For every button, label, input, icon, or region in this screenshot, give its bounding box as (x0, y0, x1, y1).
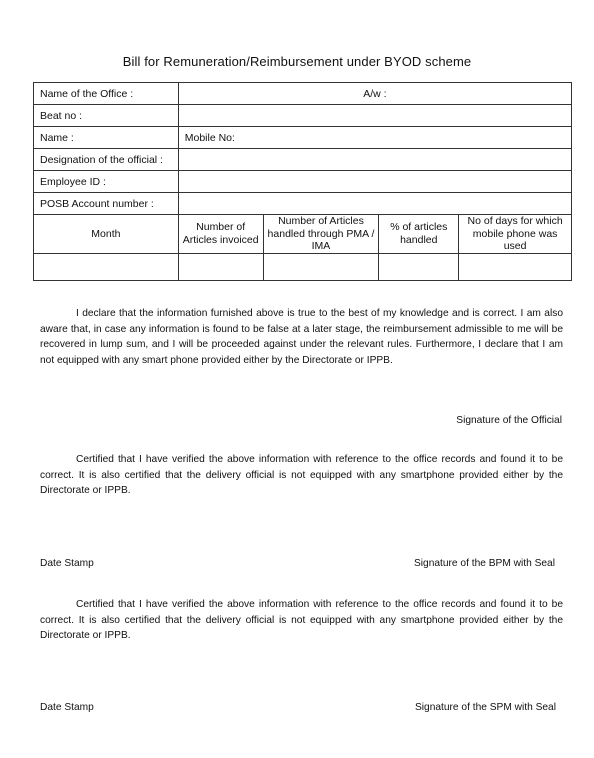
percent-handled-cell[interactable] (379, 254, 459, 281)
name-label: Name : (34, 127, 179, 149)
signature-spm-label: Signature of the SPM with Seal (414, 702, 556, 713)
month-cell[interactable] (34, 254, 179, 281)
signature-bpm-label: Signature of the BPM with Seal (413, 558, 555, 569)
beat-value-cell[interactable] (178, 105, 571, 127)
column-header-articles-pma-ima: Number of Articles handled through PMA / IMA (263, 215, 379, 254)
signature-official-label: Signature of the Official (456, 415, 562, 426)
certificate-spm-paragraph: Certified that I have verified the above information with reference to the office records and found it to be correct. It is also certified that the delivery official is not equipped with any smartphone provided either by the Directorate or IPPB. (40, 599, 563, 641)
aw-label: A/w : (178, 83, 571, 105)
bill-form-table (33, 82, 572, 281)
column-header-articles-invoiced: Number of Articles invoiced (178, 215, 263, 254)
articles-pma-ima-cell[interactable] (263, 254, 379, 281)
declaration-paragraph: I declare that the information furnished above is true to the best of my knowledge and is correct. I am also aware that, in case any information is found to be false at a later stage, the reimbursement admissible to me will be recovered in lump sum, and I will be proceeded against under the relevant rules. Furthermore, I declare that I am not equipped with any smart phone provided either by the Directorate or IPPB. (40, 308, 563, 366)
posb-label: POSB Account number : (34, 193, 179, 215)
designation-value-cell[interactable] (178, 149, 571, 171)
posb-value-cell[interactable] (178, 193, 571, 215)
column-header-days-mobile-used: No of days for which mobile phone was used (459, 215, 572, 254)
column-header-percent-handled: % of articles handled (379, 215, 459, 254)
beat-label: Beat no : (34, 105, 179, 127)
days-mobile-used-cell[interactable] (459, 254, 572, 281)
articles-invoiced-cell[interactable] (178, 254, 263, 281)
employee-id-value-cell[interactable] (178, 171, 571, 193)
date-stamp-label-1: Date Stamp (40, 558, 94, 569)
date-stamp-label-2: Date Stamp (40, 702, 94, 713)
designation-label: Designation of the official : (34, 149, 179, 171)
employee-id-label: Employee ID : (34, 171, 179, 193)
office-label: Name of the Office : (34, 83, 179, 105)
document-title: Bill for Remuneration/Reimbursement under BYOD scheme (122, 54, 472, 69)
certificate-bpm-paragraph: Certified that I have verified the above information with reference to the office records and found it to be correct. It is also certified that the delivery official is not equipped with any smartphone provided either by the Directorate or IPPB. (40, 454, 563, 496)
mobile-label: Mobile No: (178, 127, 571, 149)
column-header-month: Month (34, 215, 179, 254)
